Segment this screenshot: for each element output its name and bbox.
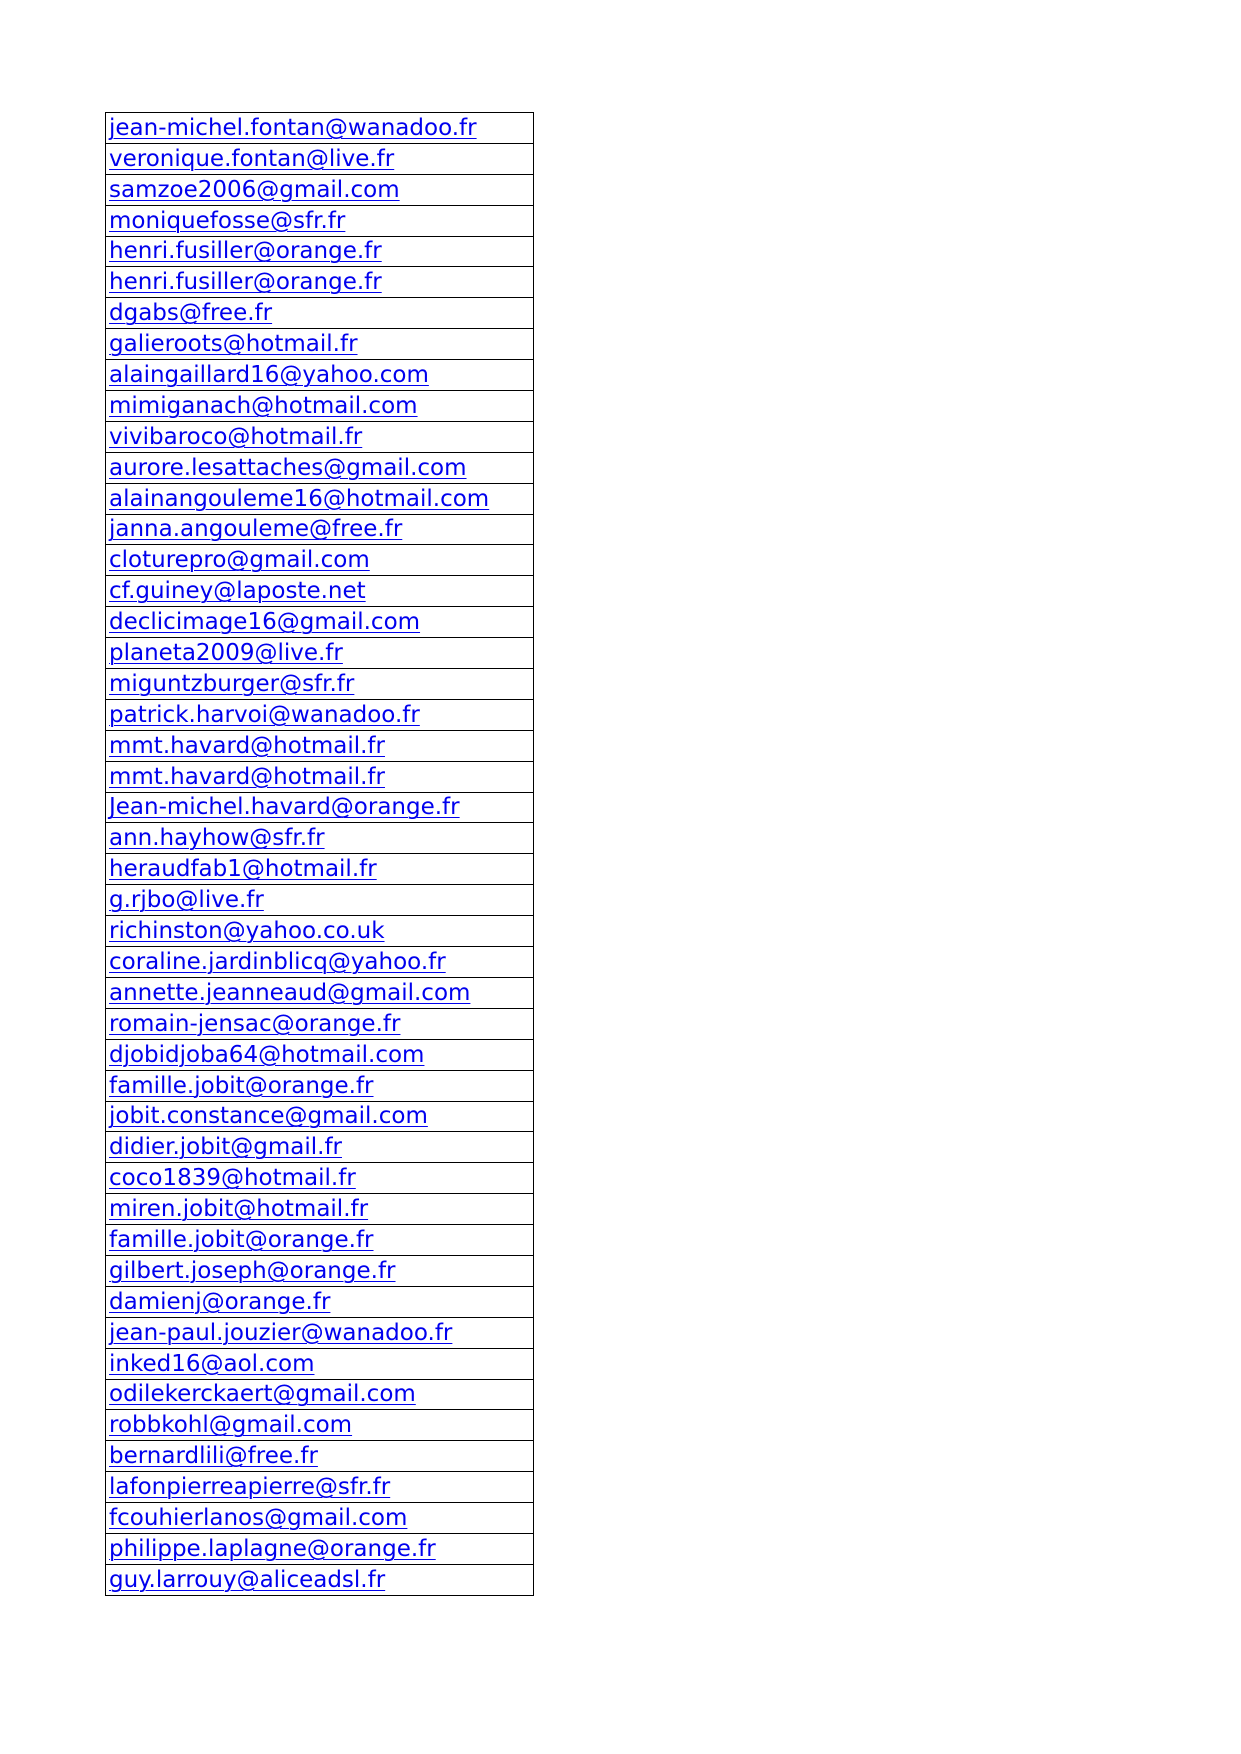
table-row (106, 421, 534, 452)
email-cell (106, 1503, 534, 1534)
email-link[interactable]: annette.jeanneaud@gmail.com (109, 979, 471, 1006)
email-cell (106, 607, 534, 638)
email-link[interactable]: henri.fusiller@orange.fr (109, 238, 382, 265)
table-row (106, 1348, 534, 1379)
email-cell (106, 885, 534, 916)
email-list-table (105, 112, 534, 1596)
email-cell (106, 391, 534, 422)
email-cell (106, 761, 534, 792)
email-cell (106, 113, 534, 144)
email-cell (106, 545, 534, 576)
email-link[interactable]: cloturepro@gmail.com (109, 547, 370, 574)
email-cell (106, 1317, 534, 1348)
table-row (106, 1163, 534, 1194)
table-row (106, 1225, 534, 1256)
email-cell (106, 1132, 534, 1163)
email-cell (106, 792, 534, 823)
email-cell (106, 360, 534, 391)
email-link[interactable]: odilekerckaert@gmail.com (109, 1381, 416, 1408)
email-cell (106, 730, 534, 761)
table-row (106, 1286, 534, 1317)
email-cell (106, 1225, 534, 1256)
table-row (106, 1379, 534, 1410)
email-link[interactable]: galieroots@hotmail.fr (109, 331, 358, 358)
table-row (106, 329, 534, 360)
email-cell (106, 452, 534, 483)
table-row (106, 236, 534, 267)
table-row (106, 1039, 534, 1070)
email-cell (106, 1379, 534, 1410)
table-row (106, 761, 534, 792)
table-row (106, 638, 534, 669)
table-row (106, 1317, 534, 1348)
email-link[interactable]: mmt.havard@hotmail.fr (109, 763, 385, 790)
table-row (106, 699, 534, 730)
email-cell (106, 1255, 534, 1286)
email-link[interactable]: dgabs@free.fr (109, 300, 273, 327)
email-link[interactable]: cf.guiney@laposte.net (109, 578, 366, 605)
email-list-body (106, 113, 534, 1596)
table-row (106, 947, 534, 978)
email-link[interactable]: bernardlili@free.fr (109, 1443, 318, 1470)
email-link[interactable]: jean-paul.jouzier@wanadoo.fr (109, 1319, 453, 1346)
email-link[interactable]: ann.hayhow@sfr.fr (109, 825, 325, 852)
email-cell (106, 1472, 534, 1503)
email-cell (106, 421, 534, 452)
table-row (106, 143, 534, 174)
table-row (106, 360, 534, 391)
email-link[interactable]: coraline.jardinblicq@yahoo.fr (109, 948, 446, 975)
email-link[interactable]: jean-michel.fontan@wanadoo.fr (109, 114, 477, 141)
table-row (106, 1070, 534, 1101)
email-cell (106, 916, 534, 947)
email-link[interactable]: veronique.fontan@live.fr (109, 145, 395, 172)
email-link[interactable]: jobit.constance@gmail.com (109, 1103, 428, 1130)
email-cell (106, 1039, 534, 1070)
email-link[interactable]: aurore.lesattaches@gmail.com (109, 454, 467, 481)
email-cell (106, 699, 534, 730)
email-cell (106, 1070, 534, 1101)
email-cell (106, 1008, 534, 1039)
table-row (106, 1410, 534, 1441)
email-cell (106, 669, 534, 700)
email-link[interactable]: declicimage16@gmail.com (109, 609, 421, 636)
table-row (106, 730, 534, 761)
table-row (106, 607, 534, 638)
email-link[interactable]: moniquefosse@sfr.fr (109, 207, 346, 234)
table-row (106, 483, 534, 514)
email-link[interactable]: miguntzburger@sfr.fr (109, 670, 355, 697)
table-row (106, 514, 534, 545)
table-row (106, 545, 534, 576)
email-link[interactable]: vivibaroco@hotmail.fr (109, 423, 363, 450)
table-row (106, 576, 534, 607)
email-cell (106, 483, 534, 514)
table-row (106, 916, 534, 947)
table-row (106, 298, 534, 329)
table-row (106, 1564, 534, 1595)
email-cell (106, 977, 534, 1008)
email-link[interactable]: famille.jobit@orange.fr (109, 1072, 374, 1099)
email-link[interactable]: samzoe2006@gmail.com (109, 176, 400, 203)
email-link[interactable]: guy.larrouy@aliceadsl.fr (109, 1566, 386, 1593)
email-link[interactable]: alaingaillard16@yahoo.com (109, 362, 429, 389)
email-cell (106, 823, 534, 854)
table-row (106, 1132, 534, 1163)
email-cell (106, 576, 534, 607)
email-link[interactable]: janna.angouleme@free.fr (109, 516, 403, 543)
email-cell (106, 143, 534, 174)
email-link[interactable]: lafonpierreapierre@sfr.fr (109, 1474, 391, 1501)
table-row (106, 823, 534, 854)
email-cell (106, 1286, 534, 1317)
email-link[interactable]: Jean-michel.havard@orange.fr (109, 794, 460, 821)
table-row (106, 1194, 534, 1225)
email-cell (106, 205, 534, 236)
email-cell (106, 1163, 534, 1194)
email-link[interactable]: g.rjbo@live.fr (109, 887, 264, 914)
email-link[interactable]: planeta2009@live.fr (109, 640, 343, 667)
email-cell (106, 1564, 534, 1595)
email-cell (106, 174, 534, 205)
email-cell (106, 267, 534, 298)
table-row (106, 1255, 534, 1286)
table-row (106, 391, 534, 422)
email-link[interactable]: robbkohl@gmail.com (109, 1412, 353, 1439)
email-link[interactable]: romain-jensac@orange.fr (109, 1010, 401, 1037)
table-row (106, 792, 534, 823)
email-cell (106, 329, 534, 360)
email-cell (106, 854, 534, 885)
email-cell (106, 1101, 534, 1132)
email-cell (106, 514, 534, 545)
email-link[interactable]: inked16@aol.com (109, 1350, 315, 1377)
email-cell (106, 1410, 534, 1441)
email-cell (106, 1441, 534, 1472)
table-row (106, 854, 534, 885)
email-cell (106, 1348, 534, 1379)
table-row (106, 1533, 534, 1564)
email-link[interactable]: miren.jobit@hotmail.fr (109, 1196, 369, 1223)
email-link[interactable]: heraudfab1@hotmail.fr (109, 856, 377, 883)
email-link[interactable]: mimiganach@hotmail.com (109, 392, 418, 419)
email-cell (106, 638, 534, 669)
table-row (106, 267, 534, 298)
email-link[interactable]: alainangouleme16@hotmail.com (109, 485, 490, 512)
table-row (106, 885, 534, 916)
email-link[interactable]: djobidjoba64@hotmail.com (109, 1041, 425, 1068)
email-link[interactable]: coco1839@hotmail.fr (109, 1165, 356, 1192)
email-cell (106, 1194, 534, 1225)
email-link[interactable]: henri.fusiller@orange.fr (109, 269, 382, 296)
email-link[interactable]: richinston@yahoo.co.uk (109, 918, 385, 945)
table-row (106, 1441, 534, 1472)
email-link[interactable]: patrick.harvoi@wanadoo.fr (109, 701, 420, 728)
email-cell (106, 947, 534, 978)
table-row (106, 113, 534, 144)
table-row (106, 452, 534, 483)
table-row (106, 1008, 534, 1039)
table-row (106, 1472, 534, 1503)
table-row (106, 977, 534, 1008)
email-link[interactable]: didier.jobit@gmail.fr (109, 1134, 342, 1161)
email-link[interactable]: gilbert.joseph@orange.fr (109, 1257, 396, 1284)
table-row (106, 174, 534, 205)
table-row (106, 1101, 534, 1132)
email-cell (106, 236, 534, 267)
email-cell (106, 298, 534, 329)
email-cell (106, 1533, 534, 1564)
email-link[interactable]: mmt.havard@hotmail.fr (109, 732, 385, 759)
table-row (106, 669, 534, 700)
email-link[interactable]: famille.jobit@orange.fr (109, 1226, 374, 1253)
email-link[interactable]: philippe.laplagne@orange.fr (109, 1535, 436, 1562)
email-link[interactable]: damienj@orange.fr (109, 1288, 331, 1315)
table-row (106, 1503, 534, 1534)
table-row (106, 205, 534, 236)
email-link[interactable]: fcouhierlanos@gmail.com (109, 1504, 408, 1531)
